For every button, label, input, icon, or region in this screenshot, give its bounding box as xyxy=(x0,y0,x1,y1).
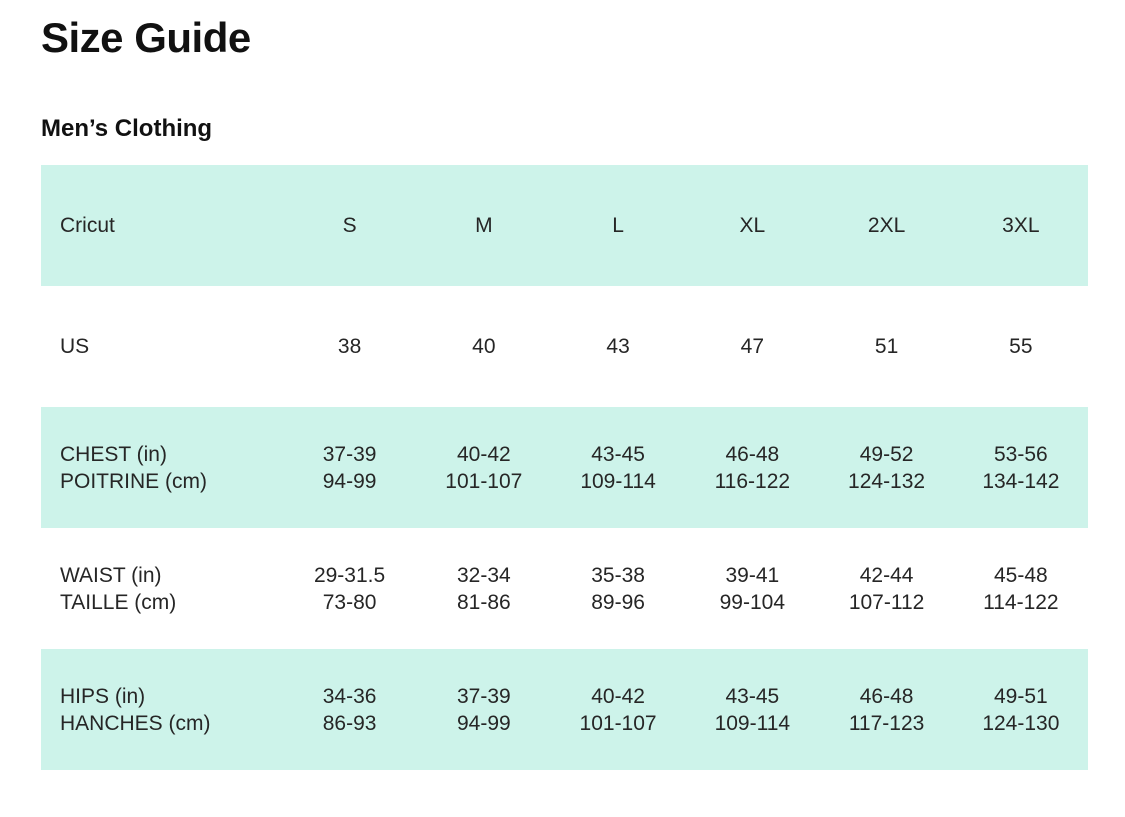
us-value-l: 43 xyxy=(606,335,630,358)
label-hips-in: HIPS (in) xyxy=(60,684,146,708)
hips-cell-3xl xyxy=(954,649,1088,770)
waist-in-s: 29-31.5 xyxy=(313,563,386,587)
hips-cell-l xyxy=(551,649,685,770)
us-value-s: 38 xyxy=(337,335,362,358)
waist-cm-s: 73-80 xyxy=(322,590,377,614)
hips-in-l: 40-42 xyxy=(591,684,645,708)
hips-cell-s xyxy=(282,649,416,770)
section-title-mens-clothing: Men’s Clothing xyxy=(41,115,213,142)
page-title: Size Guide xyxy=(41,14,251,61)
chest-cm-xl: 116-122 xyxy=(714,469,791,493)
waist-cell-xl xyxy=(685,528,819,649)
chest-cm-2xl: 124-132 xyxy=(848,469,926,493)
hips-cm-s: 86-93 xyxy=(322,711,377,735)
waist-in-xl: 39-41 xyxy=(725,563,780,587)
waist-cell-s xyxy=(282,528,416,649)
label-waist-in: WAIST (in) xyxy=(60,563,162,587)
hips-cell-2xl xyxy=(819,649,953,770)
waist-cm-m: 81-86 xyxy=(456,590,511,614)
chest-cell-m xyxy=(417,407,551,528)
header-size-s: S xyxy=(282,165,416,286)
hips-cm-l: 101-107 xyxy=(579,711,657,735)
row-label-hips xyxy=(41,649,282,770)
hips-in-s: 34-36 xyxy=(322,684,377,708)
header-size-xl: XL xyxy=(685,165,819,286)
hips-cm-xl: 109-114 xyxy=(714,711,791,735)
waist-in-l: 35-38 xyxy=(591,563,645,587)
waist-cell-m xyxy=(417,528,551,649)
row-label-us: US xyxy=(60,335,90,358)
table-row-waist xyxy=(41,528,1088,649)
hips-in-xl: 43-45 xyxy=(725,684,780,708)
waist-cell-3xl xyxy=(954,528,1088,649)
row-label-waist xyxy=(41,528,282,649)
size-chart-table xyxy=(41,165,1088,770)
waist-in-2xl: 42-44 xyxy=(859,563,914,587)
label-taille-cm: TAILLE (cm) xyxy=(60,590,177,614)
chest-in-2xl: 49-52 xyxy=(859,442,914,466)
label-chest-in: CHEST (in) xyxy=(60,442,167,466)
waist-cm-xl: 99-104 xyxy=(719,590,786,614)
chest-cell-s xyxy=(282,407,416,528)
table-row-hips xyxy=(41,649,1088,770)
header-size-l: L xyxy=(551,165,685,286)
table-header-row xyxy=(41,165,1088,286)
header-size-m: M xyxy=(417,165,551,286)
waist-in-m: 32-34 xyxy=(456,563,511,587)
hips-in-2xl: 46-48 xyxy=(859,684,914,708)
hips-in-m: 37-39 xyxy=(456,684,511,708)
chest-in-xl: 46-48 xyxy=(725,442,780,466)
waist-cm-2xl: 107-112 xyxy=(848,590,925,614)
us-value-3xl: 55 xyxy=(1009,335,1033,358)
chest-cell-2xl xyxy=(819,407,953,528)
waist-cell-2xl xyxy=(819,528,953,649)
us-value-xl: 47 xyxy=(740,335,764,358)
chest-cm-m: 101-107 xyxy=(445,469,523,493)
label-hanches-cm: HANCHES (cm) xyxy=(60,711,211,735)
chest-cell-3xl xyxy=(954,407,1088,528)
us-value-m: 40 xyxy=(472,335,496,358)
hips-cell-xl xyxy=(685,649,819,770)
header-size-3xl: 3XL xyxy=(954,165,1088,286)
hips-cm-m: 94-99 xyxy=(456,711,511,735)
waist-in-3xl: 45-48 xyxy=(993,563,1048,587)
chest-in-l: 43-45 xyxy=(591,442,645,466)
hips-in-3xl: 49-51 xyxy=(993,684,1048,708)
table-row-us xyxy=(41,286,1088,407)
chest-in-3xl: 53-56 xyxy=(993,442,1048,466)
chest-in-m: 40-42 xyxy=(456,442,511,466)
hips-cell-m xyxy=(417,649,551,770)
waist-cm-3xl: 114-122 xyxy=(983,590,1059,614)
waist-cell-l xyxy=(551,528,685,649)
chest-cm-l: 109-114 xyxy=(580,469,656,493)
table-row-chest xyxy=(41,407,1088,528)
chest-cm-s: 94-99 xyxy=(322,469,377,493)
header-size-2xl: 2XL xyxy=(819,165,953,286)
hips-cm-3xl: 124-130 xyxy=(982,711,1060,735)
hips-cm-2xl: 117-123 xyxy=(848,711,925,735)
chest-in-s: 37-39 xyxy=(322,442,377,466)
label-poitrine-cm: POITRINE (cm) xyxy=(60,469,207,493)
chest-cell-xl xyxy=(685,407,819,528)
waist-cm-l: 89-96 xyxy=(591,590,645,614)
row-label-chest xyxy=(41,407,282,528)
header-label-cricut: Cricut xyxy=(41,165,282,286)
chest-cell-l xyxy=(551,407,685,528)
chest-cm-3xl: 134-142 xyxy=(982,469,1060,493)
us-value-2xl: 51 xyxy=(874,335,899,358)
